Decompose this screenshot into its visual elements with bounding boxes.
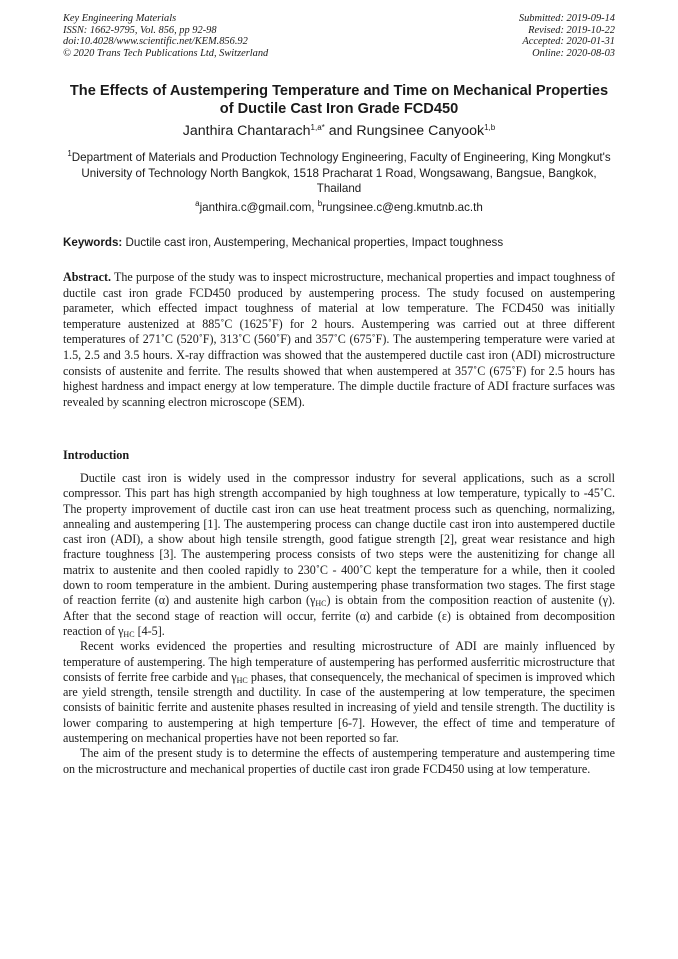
section-heading: Introduction (63, 448, 130, 462)
doi: doi:10.4028/www.scientific.net/KEM.856.92 (63, 36, 248, 47)
author-list (63, 123, 615, 140)
abstract-label: Abstract. (63, 270, 112, 284)
paragraph-text: Recent works evidenced the properties and resulting microstructure of ADI are mainly influenced by temperature of austempering. The high temperature of austempering has performed ausferritic microstructure that consists of ferrite free carbide and γ (63, 639, 615, 684)
paragraph: The aim of the present study is to determine the effects of austempering temperature and austempering time on the microstructure and mechanical properties of ductile cast iron grade FCD450 using at low temperature. (63, 746, 615, 776)
journal-info (63, 13, 268, 59)
copyright: © 2020 Trans Tech Publications Ltd, Switzerland (63, 47, 269, 59)
issn: ISSN: 1662-9795, Vol. 856, pp 92-98 (63, 24, 217, 36)
email-link: rungsinee.c@eng.kmutnb.ac.th (322, 201, 483, 214)
revised-date: Revised: 2019-10-22 (528, 24, 615, 36)
email-mark: a (195, 199, 200, 208)
author-emails (63, 200, 615, 215)
affiliation-mark: 1 (67, 149, 72, 158)
accepted-date: Accepted: 2020-01-31 (522, 36, 615, 47)
paragraph-text: Ductile cast iron is widely used in the compressor industry for several applications, such as a scroll compressor. This part has high strength accompanied by high toughness at low temperature, typically to -45˚C. The property improvement of ductile cast iron can use heat treatment process such as quenching, normalizing, annealing and austempering [1]. The austempering process can change ductile cast iron into austempered ductile cast iron (ADI), a show about high tensile strength, good fatigue strength [2], great wear resistance and high fracture toughness [3]. The austempering process consists of two steps were the austenitizing for change all matrix to austenite and then cooled rapidly to 230˚C - 400˚C kept the temperature for a while, then it cooled down to room temperature in the ambient. During austempering phase transformation two stages. The first stage of reaction ferrite (α) and austenite high carbon (γ (63, 471, 615, 608)
paragraph-text: phases, that consequencely, the mechanical of specimen is improved which are yield strength, tensile strength and ductility. In case of the austempering at low temperature, the specimen consists of bainitic ferrite and austenite phases resulted in increasing of yield and tensile strength. The ductility is lower comparing to austempering at high temperture [6-7]. However, the effect of time and temperature of austempering on mechanical properties have not been reported so far. (63, 669, 616, 746)
paragraph (63, 639, 615, 746)
author-affiliation-mark: 1,a* (310, 123, 325, 132)
online-date: Online: 2020-08-03 (532, 47, 615, 59)
paragraph (63, 471, 615, 639)
subscript: HC (236, 675, 248, 685)
abstract (63, 270, 615, 410)
introduction-body (63, 471, 615, 777)
author-conjunction: and (328, 123, 353, 139)
email-link: janthira.c@gmail.com, (199, 201, 315, 214)
affiliation-text: Department of Materials and Production Technology Engineering, Faculty of Engineering, King Mongkut's University of Technology North Bangkok, 1518 Pracharat 1 Road, Wongsawang, Bangsue, Bangkok, Thailand (71, 151, 611, 195)
keywords-text: Ductile cast iron, Austempering, Mechanical properties, Impact toughness (125, 236, 504, 249)
keywords (63, 235, 615, 250)
subscript: HC (123, 629, 135, 639)
abstract-text: The purpose of the study was to inspect microstructure, mechanical properties and impact toughness of ductile cast iron grade FCD450 produced by austempering process. The study focused on austempering parameter, which effected impact toughness of material at low temperature. The FCD450 was initially temperature austenized at 885˚C (1625˚F) for 2 hours. Austempering was carried out at three different temperatures of 271˚C (520˚F), 313˚C (560˚F) and 357˚C (675˚F). The austempering temperature were varied at 1.5, 2.5 and 3.5 hours. X-ray diffraction was showed that the austempered ductile cast iron (ADI) microstructure consists of austenite and ferrite. The results showed that when austempered at 357˚C (675˚F) for 2.5 hours has highest hardness and impact energy at low temperature. The dimple ductile fracture of ADI fracture surfaces was revealed by scanning electron microscope (SEM). (63, 270, 615, 409)
journal-name: Key Engineering Materials (63, 13, 177, 24)
paragraph-text: ) is obtain from the composition reaction of austenite (γ). After that the second stage of reaction will occur, ferrite (α) and carbide (ε) is obtained from decomposition reaction of γ (63, 593, 615, 638)
paper-title: The Effects of Austempering Temperature and Time on Mechanical Properties of Ductile Cast Iron Grade FCD450 (69, 83, 609, 117)
author-name: Rungsinee Canyook (356, 123, 485, 139)
subscript: HC (315, 599, 327, 609)
author-affiliation-mark: 1,b (484, 123, 496, 132)
submitted-date: Submitted: 2019-09-14 (518, 13, 615, 24)
author-name: Janthira Chantarach (182, 123, 311, 139)
paragraph-text: [4-5]. (134, 623, 165, 638)
keywords-label: Keywords: (63, 236, 123, 249)
email-mark: b (317, 199, 323, 208)
publication-dates (519, 13, 615, 59)
affiliation (63, 150, 615, 197)
